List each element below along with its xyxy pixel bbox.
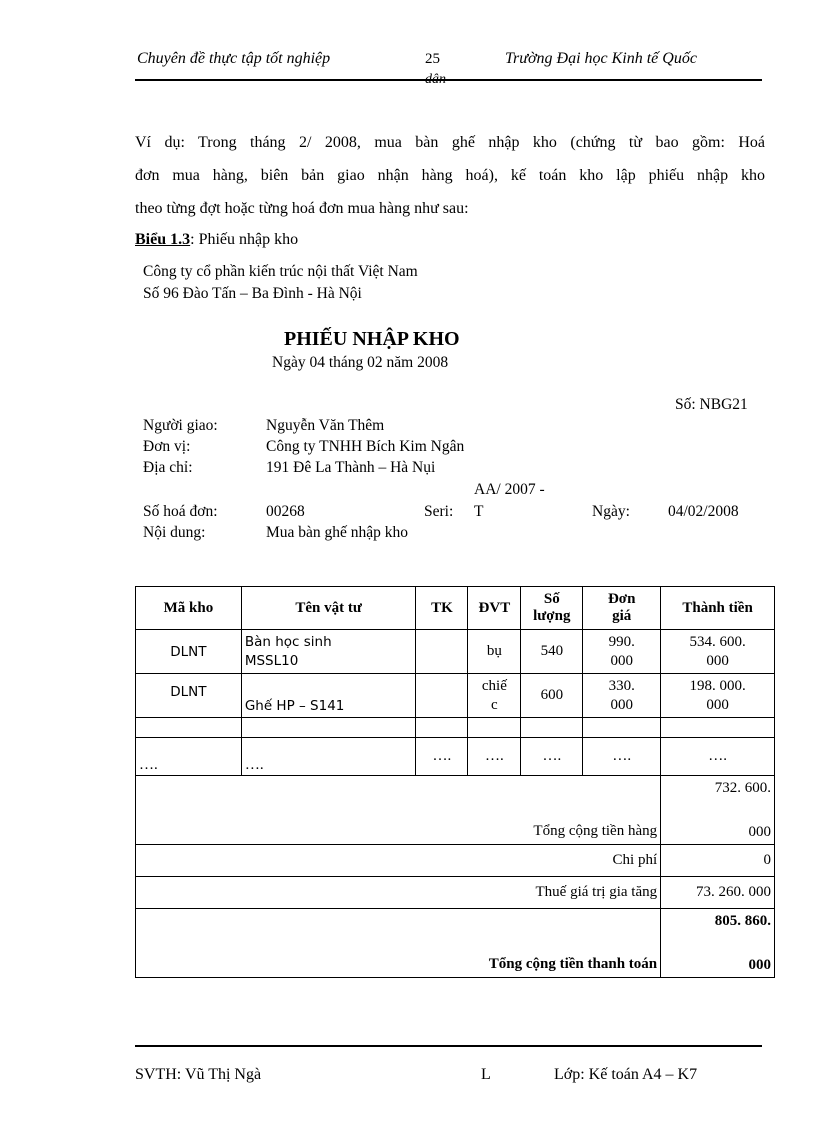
giver-value: Nguyễn Văn Thêm (266, 417, 385, 434)
form-title: PHIẾU NHẬP KHO (284, 328, 460, 350)
form-number: Số: NBG21 (675, 396, 748, 413)
table-row-ellipsis (136, 738, 775, 776)
row2-price (583, 674, 661, 718)
summary-vat-row (136, 877, 775, 909)
footer-student: SVTH: Vũ Thị Ngà (135, 1066, 262, 1083)
col-header-code: Mã kho (136, 587, 242, 630)
date-value: 04/02/2008 (668, 503, 739, 520)
serial-line-1: AA/ 2007 - (474, 481, 545, 498)
table-header-row (136, 587, 775, 630)
row1-unit: bụ (468, 630, 521, 674)
invoice-value: 00268 (266, 503, 305, 520)
serial-label: Seri: (424, 503, 454, 520)
summary-total-value (661, 909, 775, 978)
summary-goods-value (661, 776, 775, 845)
ellipsis-unit: …. (468, 738, 521, 776)
unit-value: Công ty TNHH Bích Kim Ngân (266, 438, 465, 455)
col-header-qty (521, 587, 583, 630)
row2-qty: 600 (521, 674, 583, 718)
ellipsis-name: …. (241, 738, 416, 776)
address-value: 191 Đê La Thành – Hà Nụi (266, 459, 436, 476)
col-header-unit: ĐVT (468, 587, 521, 630)
invoice-label: Số hoá đơn: (143, 503, 218, 520)
footer-mid: L (481, 1066, 491, 1083)
items-table (135, 586, 775, 978)
col-header-tk: TK (416, 587, 468, 630)
address-label: Địa chỉ: (143, 459, 193, 476)
content-value: Mua bàn ghế nhập kho (266, 524, 409, 541)
col-header-price (583, 587, 661, 630)
row2-amount-1: 198. 000. (689, 677, 746, 694)
row1-qty: 540 (521, 630, 583, 674)
ellipsis-qty: …. (521, 738, 583, 776)
content-label: Nội dung: (143, 524, 206, 541)
summary-total-row (136, 909, 775, 978)
table-row-empty (136, 718, 775, 738)
caption-text: : Phiếu nhập kho (190, 231, 299, 248)
summary-goods-label: Tổng cộng tiền hàng (136, 776, 661, 845)
header-rule (135, 79, 762, 81)
summary-total-value-2: 000 (748, 957, 771, 973)
summary-cost-value: 0 (661, 845, 775, 877)
row2-code: DLNT (136, 674, 242, 718)
col-header-name: Tên vật tư (241, 587, 416, 630)
ellipsis-amount: …. (661, 738, 775, 776)
serial-line-2: T (474, 503, 484, 520)
row2-amount-2: 000 (706, 696, 729, 713)
summary-vat-label: Thuế giá trị gia tăng (136, 877, 661, 909)
row1-amount-1: 534. 600. (689, 633, 746, 650)
col-header-amount: Thành tiền (661, 587, 775, 630)
row2-price-2: 000 (610, 696, 633, 713)
summary-goods-value-1: 732. 600. (714, 780, 771, 796)
row1-name-1: Bàn học sinh (244, 633, 332, 650)
ellipsis-price: …. (583, 738, 661, 776)
summary-goods-value-2: 000 (748, 824, 771, 840)
form-date: Ngày 04 tháng 02 năm 2008 (272, 354, 449, 371)
ellipsis-tk: …. (416, 738, 468, 776)
row2-unit-1: chiế (481, 677, 507, 694)
row1-code: DLNT (136, 630, 242, 674)
unit-label: Đơn vị: (143, 438, 191, 455)
intro-line-2: đơn mua hàng, biên bản giao nhận hàng hoá), kế toán kho lập phiếu nhập kho (135, 167, 765, 184)
row2-unit (468, 674, 521, 718)
summary-total-value-1: 805. 860. (714, 913, 771, 929)
giver-label: Người giao: (143, 417, 218, 434)
summary-total-label: Tổng cộng tiền thanh toán (136, 909, 661, 978)
row1-name (241, 630, 416, 674)
col-header-qty-1: Số (543, 591, 560, 607)
ellipsis-code: …. (136, 738, 242, 776)
footer-rule (135, 1045, 762, 1047)
footer-class: Lớp: Kế toán A4 – K7 (554, 1066, 698, 1083)
row1-amount-2: 000 (706, 652, 729, 669)
page-number: 25 (425, 51, 440, 67)
row2-price-1: 330. (608, 677, 635, 694)
date-label: Ngày: (592, 503, 630, 520)
row2-unit-2: c (491, 696, 498, 713)
col-header-price-1: Đơn (607, 591, 636, 607)
summary-vat-value: 73. 260. 000 (661, 877, 775, 909)
row1-price (583, 630, 661, 674)
col-header-price-2: giá (612, 608, 632, 624)
table-row (136, 630, 775, 674)
row2-tk (416, 674, 468, 718)
caption (135, 231, 298, 249)
row1-price-2: 000 (610, 652, 633, 669)
page-number-sub: dân (425, 72, 446, 87)
row1-price-1: 990. (608, 633, 635, 650)
col-header-qty-2: lượng (533, 608, 571, 624)
row2-amount (661, 674, 775, 718)
company-address: Số 96 Đào Tấn – Ba Đình - Hà Nội (143, 285, 362, 302)
summary-cost-label: Chi phí (136, 845, 661, 877)
intro-line-1: Ví dụ: Trong tháng 2/ 2008, mua bàn ghế nhập kho (chứng từ bao gồm: Hoá (135, 134, 765, 151)
row1-tk (416, 630, 468, 674)
summary-cost-row (136, 845, 775, 877)
row1-name-2: MSSL10 (244, 652, 299, 669)
header-right: Trường Đại học Kinh tế Quốc (505, 50, 697, 67)
caption-label: Biểu 1.3 (135, 231, 191, 248)
intro-line-3: theo từng đợt hoặc từng hoá đơn mua hàng như sau: (135, 200, 469, 217)
row1-amount (661, 630, 775, 674)
table-row (136, 674, 775, 718)
header-left: Chuyên đề thực tập tốt nghiệp (137, 50, 331, 67)
company-name: Công ty cổ phần kiến trúc nội thất Việt Nam (143, 263, 418, 280)
summary-goods-row (136, 776, 775, 845)
row2-name: Ghế HP – S141 (241, 674, 416, 718)
